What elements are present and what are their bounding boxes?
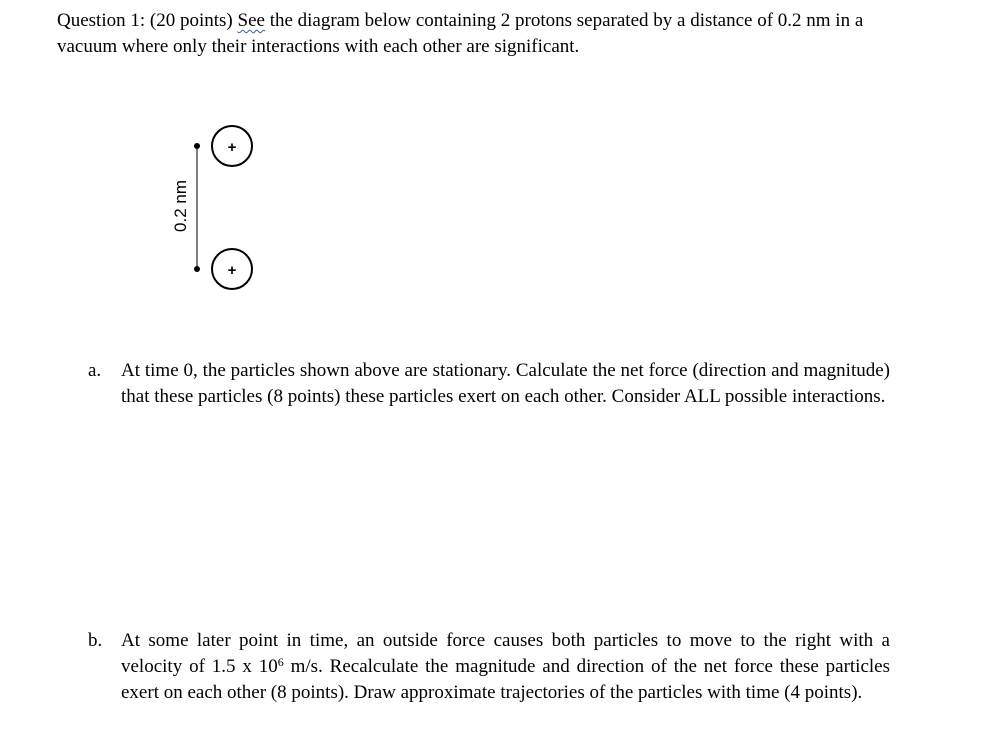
spellcheck-word-see: See	[237, 10, 265, 31]
question-header	[57, 8, 897, 60]
distance-bottom-endpoint	[194, 266, 200, 272]
proton-diagram	[150, 110, 290, 310]
bottom-proton-sign: +	[227, 262, 237, 279]
question-text: the diagram below containing 2 protons separated by a distance of 0.2 nm in a vacuum where only their interactions with each other are significant.	[57, 10, 864, 57]
velocity-exponent: 6	[277, 655, 284, 669]
distance-label: 0.2 nm	[171, 180, 190, 232]
part-b-text	[121, 628, 890, 706]
part-a-marker: a.	[88, 360, 102, 381]
part-b-marker: b.	[88, 630, 103, 651]
question-prefix: Question 1: (20 points)	[57, 10, 238, 31]
top-proton	[212, 126, 252, 166]
part-a	[88, 358, 890, 410]
part-a-text: At time 0, the particles shown above are stationary. Calculate the net force (direction and magnitude) that these particles (8 points) these particles exert on each other. Consider ALL possible interactions.	[121, 360, 890, 407]
distance-top-endpoint	[194, 143, 200, 149]
part-b-text-after: m/s. Recalculate the magnitude and direction of the net force these particles exert on each other (8 points). Draw approximate trajectories of the particles with time (4 points).	[121, 656, 890, 703]
bottom-proton	[212, 249, 252, 289]
part-b	[88, 628, 890, 706]
part-b-text-before: At some later point in time, an outside force causes both particles to move to the right with a velocity of 1.5 x 10	[121, 630, 890, 677]
top-proton-sign: +	[227, 139, 237, 156]
